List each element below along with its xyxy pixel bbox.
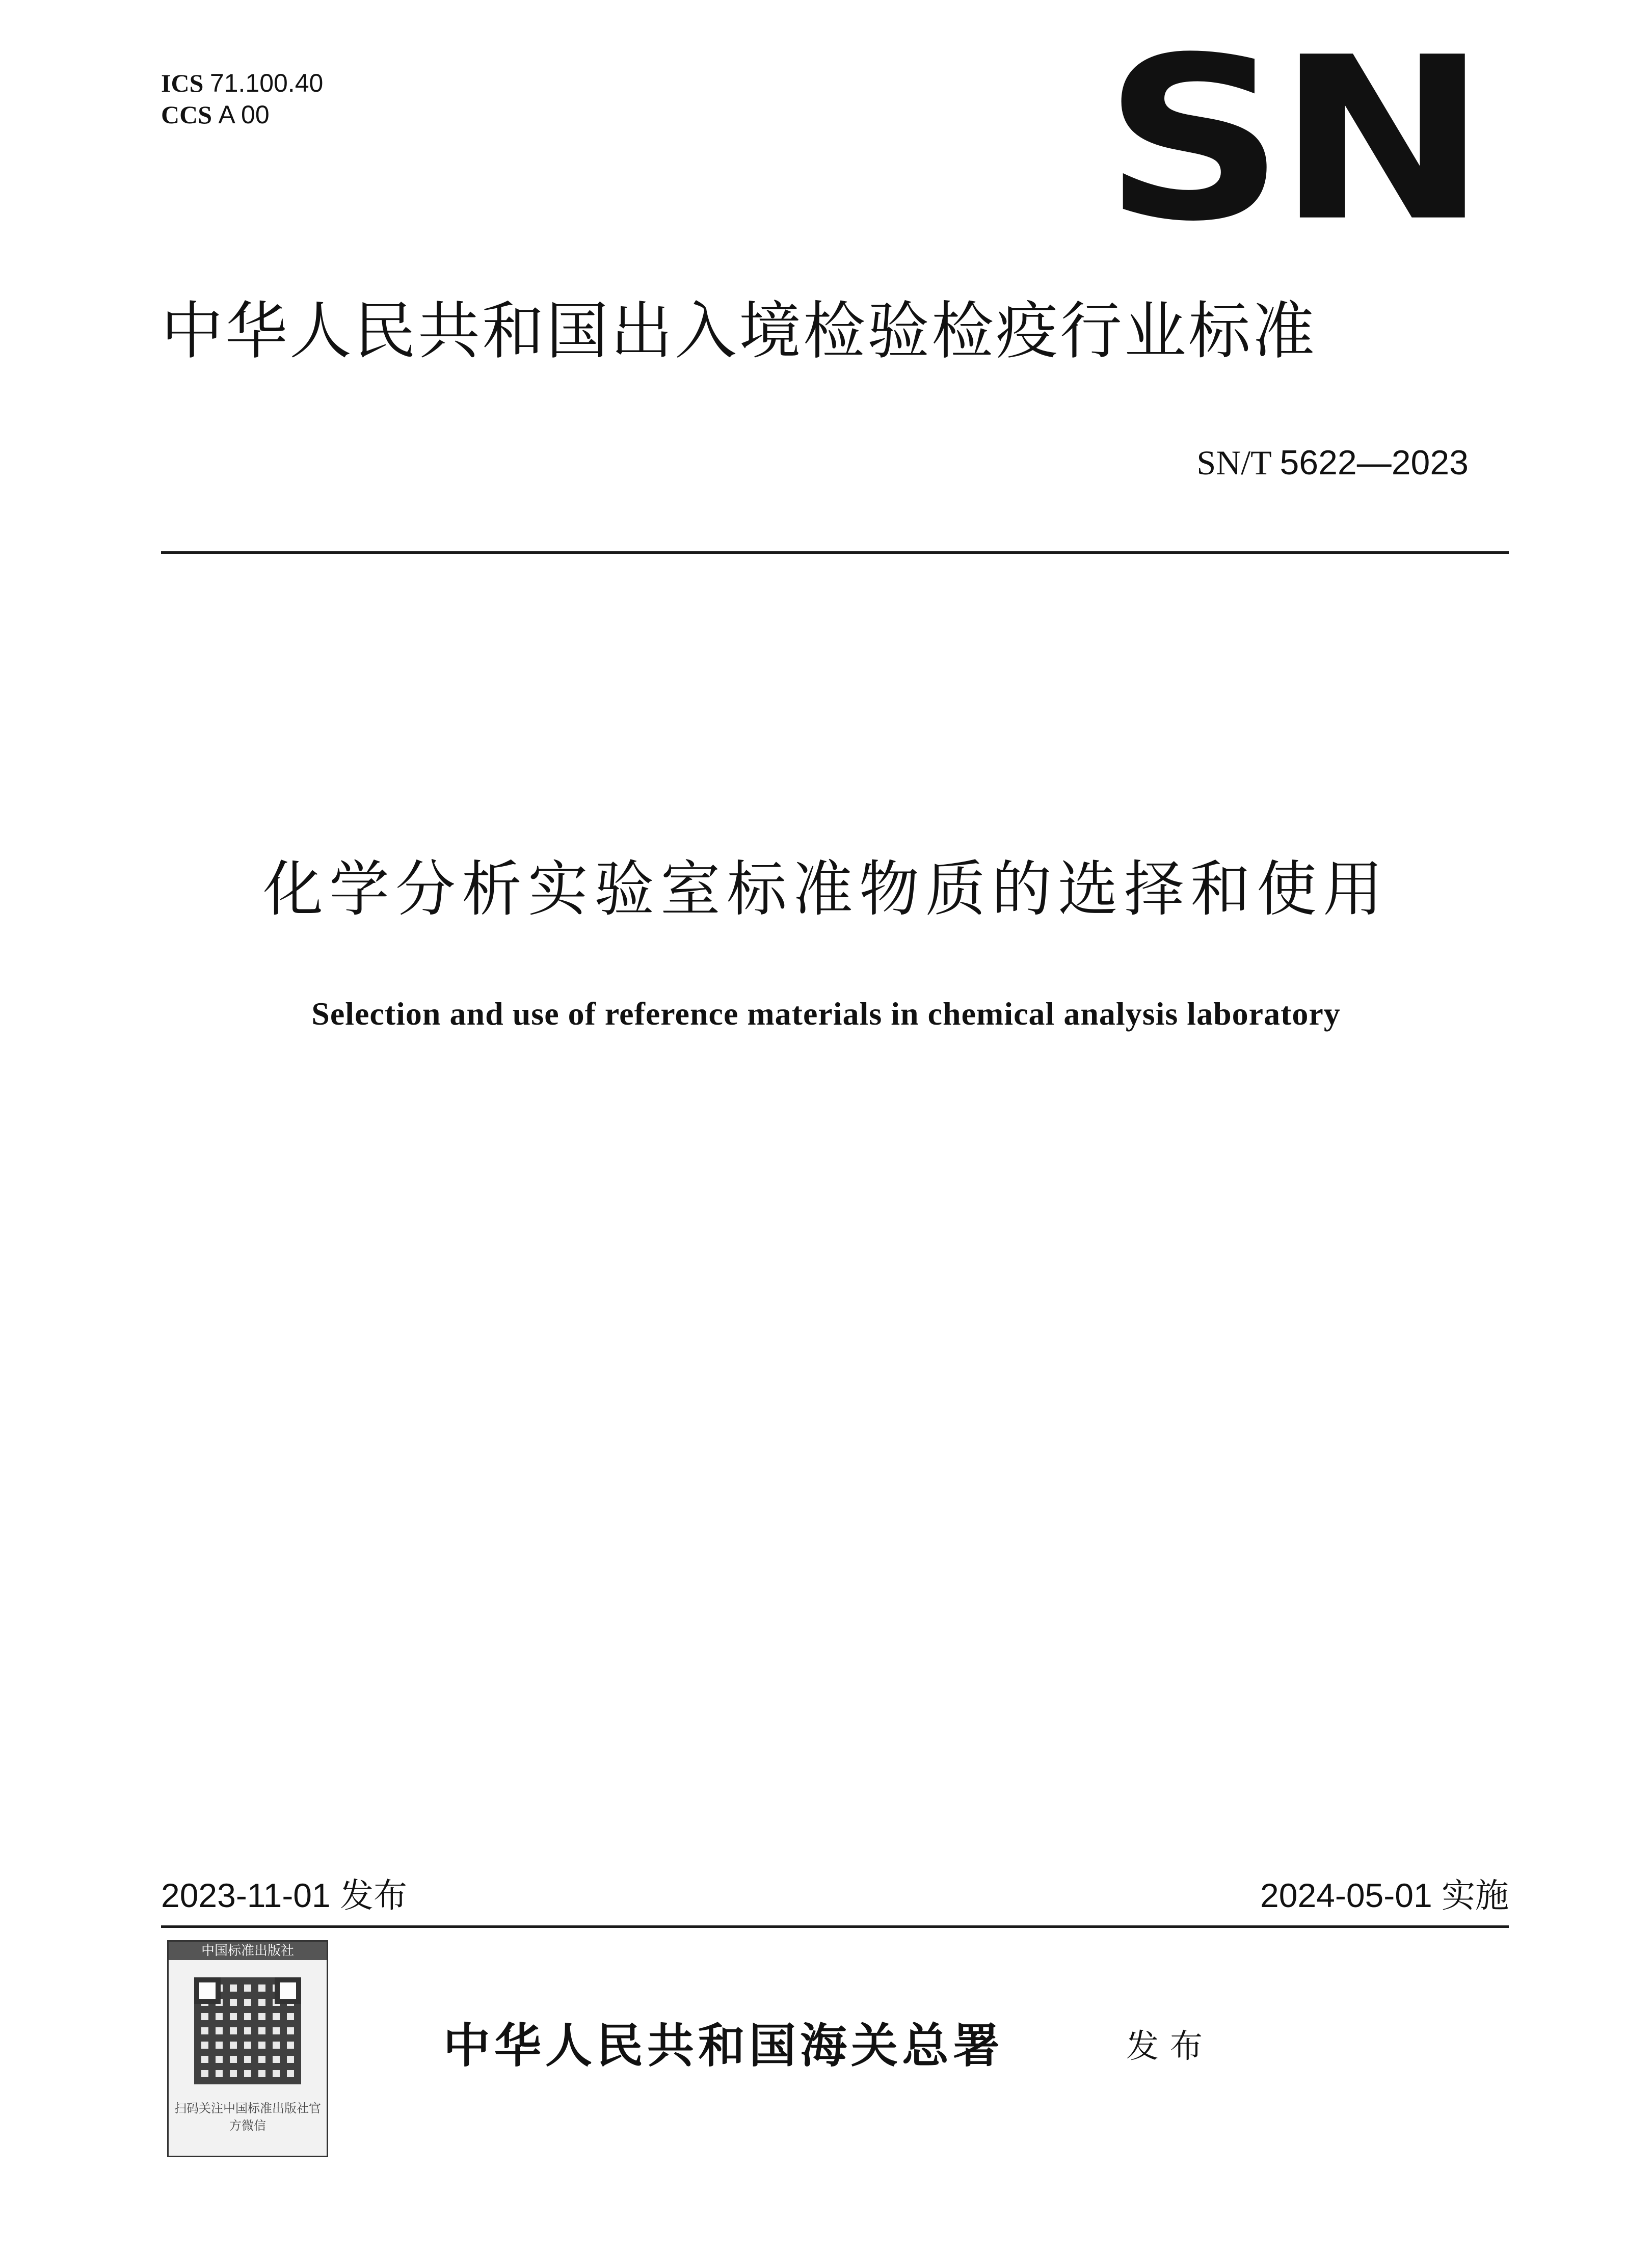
qr-header: 中国标准出版社 xyxy=(169,1942,327,1960)
bottom-divider xyxy=(161,1925,1509,1928)
industry-standard-title: 中华人民共和国出入境检验检疫行业标准 xyxy=(161,295,1317,367)
publisher-qr-sticker xyxy=(167,1940,328,2157)
issue-date: 2023-11-01 发布 xyxy=(161,1876,408,1914)
ccs-line xyxy=(161,99,323,130)
qr-code-icon xyxy=(194,1977,301,2084)
document-title-english: Selection and use of reference materials in chemical analysis laboratory xyxy=(311,996,1341,1032)
sn-logo: SN xyxy=(1103,9,1480,271)
standard-number xyxy=(1196,442,1469,483)
ics-label: ICS xyxy=(161,69,204,97)
document-title-chinese: 化学分析实验室标准物质的选择和使用 xyxy=(262,854,1389,924)
classification-codes xyxy=(161,67,323,130)
publisher-name: 中华人民共和国海关总署 xyxy=(443,2018,1004,2073)
ccs-code: A 00 xyxy=(218,100,270,129)
ics-line xyxy=(161,67,323,99)
standard-prefix: SN/T xyxy=(1196,443,1271,482)
ics-code: 71.100.40 xyxy=(209,69,324,97)
implementation-date: 2024-05-01 实施 xyxy=(1260,1876,1509,1914)
publish-label: 发布 xyxy=(1126,2028,1214,2066)
ccs-label: CCS xyxy=(161,100,212,129)
top-divider xyxy=(161,551,1509,554)
qr-caption: 扫码关注中国标准出版社官方微信 xyxy=(174,2101,321,2133)
standard-code: 5622—2023 xyxy=(1280,443,1469,482)
